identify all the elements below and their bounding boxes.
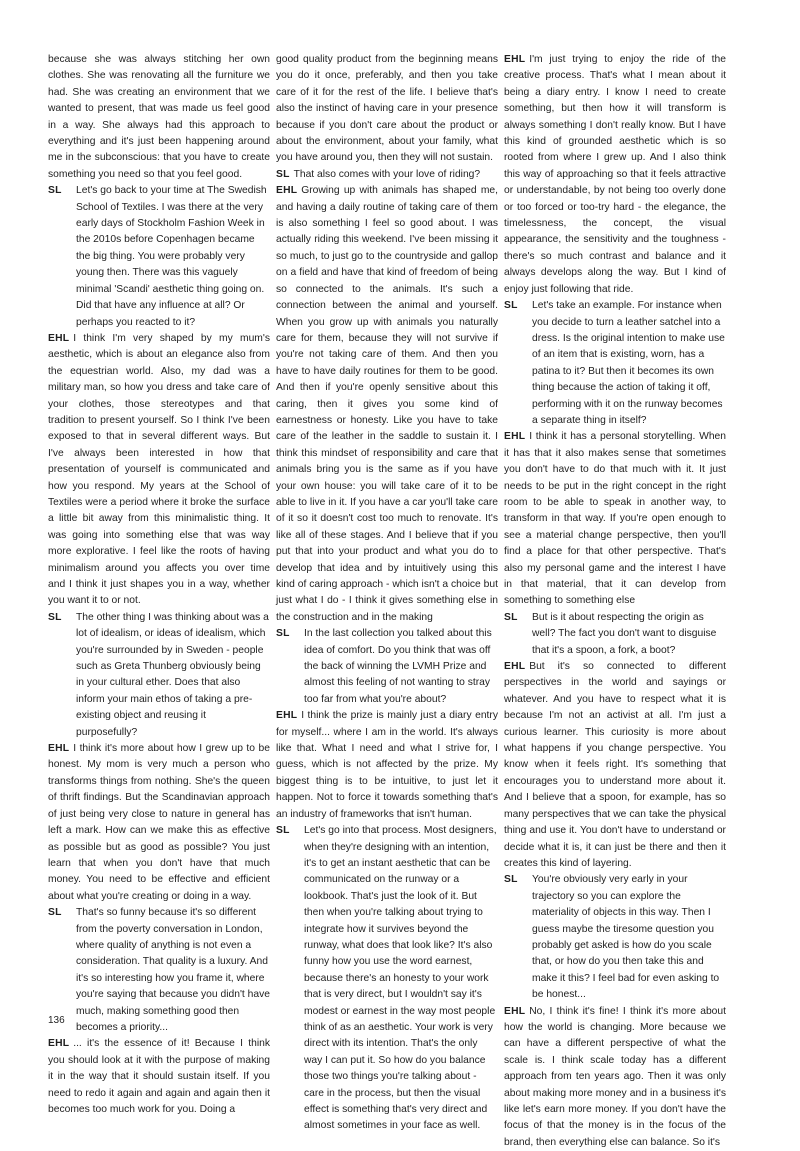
speaker-initials: EHL bbox=[48, 332, 70, 344]
interview-paragraph bbox=[504, 659, 726, 872]
interview-paragraph bbox=[48, 331, 270, 610]
column-1 bbox=[48, 52, 270, 1118]
speaker-initials: SL bbox=[276, 168, 290, 180]
interview-paragraph bbox=[48, 610, 270, 741]
speaker-initials: SL bbox=[504, 874, 518, 886]
paragraph-text: You're obviously very early in your trajectory so you can explore the materiality of objects in this way. Then I guess maybe the tiresome question you probably get asked is how do you scale that, or how do you then take this and make it this? I feel bad for even asking to be honest... bbox=[532, 874, 720, 1001]
speaker-initials: EHL bbox=[504, 431, 526, 443]
speaker-initials: SL bbox=[276, 825, 290, 837]
speaker-initials: SL bbox=[504, 300, 518, 312]
column-3 bbox=[504, 52, 726, 1151]
interview-paragraph bbox=[48, 1036, 270, 1118]
interview-paragraph bbox=[504, 1004, 726, 1151]
interview-paragraph bbox=[276, 626, 498, 708]
column-2 bbox=[276, 52, 498, 1135]
paragraph-text: That also comes with your love of riding? bbox=[293, 168, 481, 180]
interview-paragraph bbox=[48, 741, 270, 905]
speaker-initials: EHL bbox=[504, 661, 526, 673]
paragraph-text: In the last collection you talked about this idea of comfort. Do you think that was off the back of winning the LVMH Prize and almost this feeling of not wanting to stray too far from what you're about? bbox=[304, 628, 492, 705]
paragraph-text: Let's take an example. For instance when you decide to turn a leather satchel into a dress. Is the original intention to make use of an item that is existing, worn, has a patina to it? But then it becomes its own thing because the action of taking it off, performing with it on the runway becomes a separate thing in itself? bbox=[532, 300, 725, 426]
interview-paragraph bbox=[276, 52, 498, 167]
interview-paragraph bbox=[504, 872, 726, 1003]
interview-paragraph bbox=[48, 183, 270, 331]
interview-paragraph bbox=[48, 905, 270, 1036]
interview-paragraph bbox=[504, 298, 726, 429]
paragraph-text: But it's so connected to different perspectives in the world and sayings or whatever. And you have to respect what it is because I'm not an activist at all. I'm just a curious learner. This curiosity is more about what happens if you change perspective. You know when it feels right. It's something that encourages you to understand more about it. And I believe that a spoon, for example, has so many perspectives that we can take the physical thing and use it. You don't have to understand or decide what it is, it can just be there and then it creates this kind of layering. bbox=[504, 661, 726, 869]
speaker-initials: SL bbox=[48, 185, 62, 197]
speaker-initials: EHL bbox=[504, 54, 526, 65]
paragraph-text: But is it about respecting the origin as well? The fact you don't want to disguise that it's a spoon, a fork, a boot? bbox=[532, 611, 717, 656]
paragraph-text: I think the prize is mainly just a diary entry for myself... where I am in the world. It's always like that. What I need and what I strive for, I guess, which is not affected by the prize. My biggest thing is to be intuitive, to just let it happen. Not to force it towards something that's an industry of frameworks that isn't human. bbox=[276, 710, 498, 820]
speaker-initials: EHL bbox=[276, 710, 298, 722]
speaker-initials: SL bbox=[48, 611, 62, 623]
speaker-initials: SL bbox=[48, 907, 62, 919]
page-number: 136 bbox=[48, 1015, 65, 1026]
speaker-initials: EHL bbox=[48, 1038, 70, 1050]
paragraph-text: ... it's the essence of it! Because I think you should look at it with the purpose of making it in the way that it should sustain itself. If you need to redo it again and again and again then it becomes too much work for you. Doing a bbox=[48, 1038, 270, 1115]
paragraph-text: I think it has a personal storytelling. When it has that it also makes sense that sometimes you don't have to do that much with it. It just needs to be put in the right concept in the right room to be able to speak in another way, to transform in that way. If you're open enough to see a material change perspective, then you'll find a place for that other perspective. That's also my personal game and the interest I have in that material, that it can develop from something to something else bbox=[504, 431, 726, 607]
interview-paragraph bbox=[504, 610, 726, 659]
speaker-initials: EHL bbox=[48, 743, 70, 755]
interview-paragraph bbox=[504, 52, 726, 298]
interview-paragraph bbox=[276, 823, 498, 1135]
paragraph-text: That's so funny because it's so different from the poverty conversation in London, where quality of anything is not even a consideration. That quality is a luxury. And it's so interesting how you frame it, where you're saying that because you didn't have much, making something good then becomes a priority... bbox=[76, 907, 270, 1033]
interview-paragraph bbox=[276, 183, 498, 626]
paragraph-text: No, I think it's fine! I think it's more about how the world is changing. More because we can have a different perspective of what the scale is. I think scale today has a different approach from ten years ago. Then it was only about making more money and in a business it's like let's earn more money. If you don't have the focus of that the money is in the focus of the brand, then everything else can balance. So it's bbox=[504, 1005, 726, 1148]
paragraph-text: I think it's more about how I grew up to be honest. My mom is very much a person who transforms things from nothing. She's the queen of thrift findings. But the Scandinavian approach of just being very close to nature in general has left a mark. How can we make this as effective as possible but as good as possible? You just learn that when you don't have that much money. You need to be effective and efficient about what you're creating or doing in a way. bbox=[48, 743, 270, 902]
paragraph-text: I'm just trying to enjoy the ride of the creative process. That's what I mean about it being a diary entry. I know I need to create something, but then how it will transform is always something I don't really know. But I have this kind of grounded aesthetic which is so rooted from where I grew up. And I also think this way of approaching so that it feels attractive or understandable, by not being too overly done or too forced or too-try hard - the elegance, the timelessness, the concept, the visual appearance, the sensitivity and the toughness - there's so much contrast and balance and it always develops along the way. But I kind of enjoy just following that ride. bbox=[504, 54, 726, 295]
paragraph-text: Let's go into that process. Most designers, when they're designing with an intention, it's to get an instant aesthetic that can be communicated on the runway or a lookbook. That's just the look of it. But then when you're talking about trying to integrate how it survives beyond the runway, what does that look like? It's also funny how you use the word earnest, because there's an honesty to your work that is very direct, but I wouldn't say it's modest or earnest in the way most people think of as an aesthetic. Your work is very direct with its intention. That's the only way I can put it. So how do you balance those two things you're talking about - care in the process, but then the visual effect is something that's very direct and almost sometimes in your face as well. bbox=[304, 825, 497, 1132]
interview-paragraph bbox=[276, 708, 498, 823]
paragraph-text: because she was always stitching her own clothes. She was renovating all the furniture we had. She was creating an environment that we wanted to present, that was made us feel good in a way. She always had this approach to everything and it's just been happening around me in the subconscious: that you have to create something you need so that you feel good. bbox=[48, 54, 270, 180]
interview-paragraph bbox=[48, 52, 270, 183]
paragraph-text: good quality product from the beginning means you do it once, preferably, and then you take care of it for the rest of the life. I believe that's also the instinct of having care in your presence because if you don't care about the product or about the environment, about your family, what you have around you, then they will not sustain. bbox=[276, 54, 498, 164]
speaker-initials: SL bbox=[504, 611, 518, 623]
interview-paragraph bbox=[276, 167, 498, 183]
paragraph-text: Growing up with animals has shaped me, and having a daily routine of taking care of them is also something I feel so good about. I was actually riding this weekend. I've been missing it so much, to just go to the countryside and gallop on a field and have that kind of freedom of being so connected to the animals. It's such a connection between the animal and yourself. When you grow up with animals you naturally care for them, because they will not survive if you're not taking care of them. And then you have to have daily routines for them to be good. And then if you're openly sensitive about this caring, then it gives you some kind of earnestness or honesty. Like you have to take care of the leather in the saddle to sustain it. I think this mindset of responsibility and care that animals bring you is the same as if you have your own house: you will take care of it to be able to live in it. If you have a car you'll take care of it so it doesn't cost too much to renovate. It's like all of these stages. And I believe that if you put that into your product and what you do to develop that idea and by intuitively using this kind of caring approach - which isn't a choice but just what I do - I think it gives something else in the construction and in the making bbox=[276, 185, 498, 623]
interview-paragraph bbox=[504, 429, 726, 609]
paragraph-text: Let's go back to your time at The Swedish School of Textiles. I was there at the very early days of Stockholm Fashion Week in the 2010s before Copenhagen became the big thing. You were probably very young then. There was this vaguely minimal 'Scandi' aesthetic thing going on. Did that have any influence at all? Or perhaps you reacted to it? bbox=[76, 185, 267, 328]
speaker-initials: EHL bbox=[504, 1005, 526, 1017]
paragraph-text: I think I'm very shaped by my mum's aesthetic, which is about an elegance also from the equestrian world. Also, my dad was a military man, so how you dress and take care of your clothes, those stereotypes and that tradition to present yourself. So I think I've been exposed to that in several different ways. But I've always been interested in how that presentation of yourself is communicated and how you respond. My years at the School of Textiles were a period where it broke the surface a little bit away from this minimalistic thing. It was going into something else that was way more explorative. I feel like the roots of having minimalism around you affects you over time and I think it just shapes you in a way, whether you want it to or not. bbox=[48, 332, 270, 607]
paragraph-text: The other thing I was thinking about was a lot of idealism, or ideas of idealism, which you're surrounded by in Sweden - people such as Greta Thunberg obviously being in your cultural ether. Does that also inform your main ethos of taking a pre-existing object and reusing it purposefully? bbox=[76, 611, 269, 738]
speaker-initials: SL bbox=[276, 628, 290, 640]
speaker-initials: EHL bbox=[276, 185, 298, 197]
